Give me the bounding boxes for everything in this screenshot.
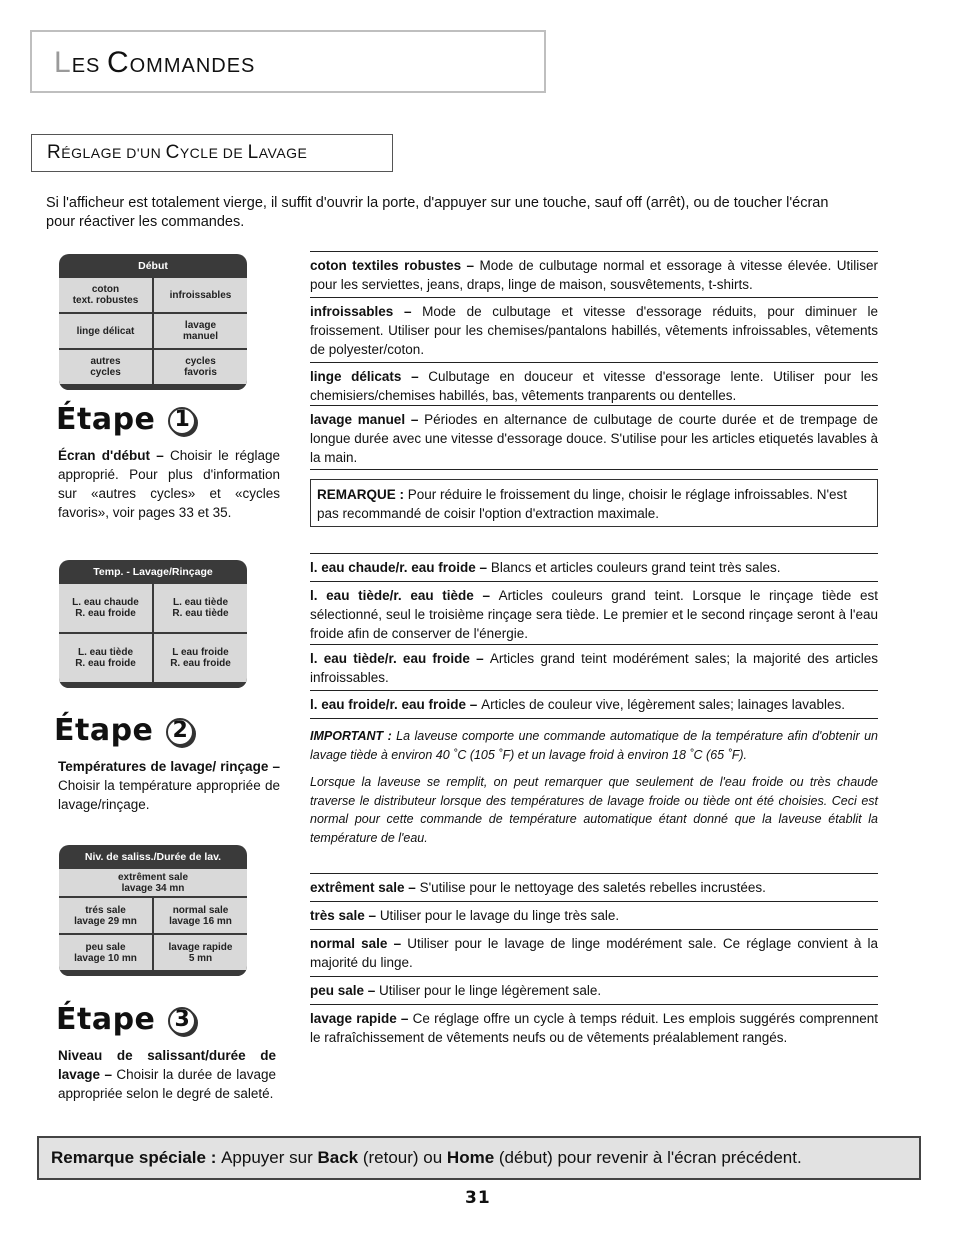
panel-button-normal-sale[interactable]: normal sale lavage 16 mn <box>154 898 247 933</box>
step-number-badge: 3 <box>168 1007 196 1035</box>
cycle-entry: linge délicats – Culbutage en douceur et vitesse d'essorage lente. Utiliser pour les chemisiers/chemises habillés, bas, vêtements tranparents ou dentelles. <box>310 362 878 405</box>
soil-entry: lavage rapide – Ce réglage offre un cycle à temps réduit. Les emplois suggérés comprennent le rafraîchissement de vêtements neufs ou de vêtements préalablement rangés. <box>310 1004 878 1047</box>
remark-box: REMARQUE : Pour réduire le froissement du linge, choisir le réglage infroissables. N'est pas recommandé de coisir l'option d'extraction maximale. <box>310 479 878 527</box>
panel-title: Temp. - Lavage/Rinçage <box>93 566 213 578</box>
panel-title: Niv. de saliss./Durée de lav. <box>84 851 222 863</box>
section-title: RÉGLAGE D'UN CYCLE DE LAVAGE <box>47 142 308 163</box>
panel-button-hot-cold[interactable]: L. eau chaude R. eau froide <box>59 584 152 632</box>
step-1-heading: Étape 1 <box>56 402 196 437</box>
section-title-box <box>31 134 393 172</box>
step-2-heading: Étape 2 <box>54 713 194 748</box>
step-1-text: Écran d'début – Choisir le réglage approprié. Pour plus d'information sur «autres cycles» et «cycles favoris», voir pages 33 et 35. <box>58 448 280 520</box>
temperature-entry: l. eau chaude/r. eau froide – Blancs et articles couleurs grand teint très sales. <box>310 553 878 577</box>
panel-button-cycles-favoris[interactable]: cycles favoris <box>154 350 247 384</box>
soil-entry: peu sale – Utiliser pour le linge légèrement sale. <box>310 976 878 1000</box>
intro-paragraph: Si l'afficheur est totalement vierge, il suffit d'ouvrir la porte, d'appuyer sur une touche, sauf off (arrêt), ou de toucher l'écran pour réactiver les commandes. <box>46 195 829 230</box>
panel-button-coton[interactable]: coton text. robustes <box>59 278 152 312</box>
panel-button-warm-warm[interactable]: L. eau tiède R. eau tiède <box>154 584 247 632</box>
cycle-entry: infroissables – Mode de culbutage et vitesse d'essorage réduits, pour diminuer le froissement. Utiliser pour les chemises/pantalons habillés, vêtements infroissables, vêtements de polyester/coton. <box>310 297 878 359</box>
soil-level-panel <box>59 845 247 976</box>
step-2-text: Températures de lavage/ rinçage – Choisir la température appropriée de lavage/rinçage. <box>58 759 280 812</box>
soil-entry: très sale – Utiliser pour le lavage du linge très sale. <box>310 901 878 925</box>
divider <box>310 718 878 719</box>
fill-note: Lorsque la laveuse se remplit, on peut remarquer que seulement de l'eau froide ou très chaude traverse le distributeur lorsque des températures de lavage froide ou tiède ont été choisies. Ceci est normal pour cette commande de température automatique étant donné que la laveuse établit la température de l'eau. <box>310 775 878 845</box>
panel-button-extreme-soil[interactable]: extrêment sale lavage 34 mn <box>59 869 247 896</box>
panel-button-autres-cycles[interactable]: autres cycles <box>59 350 152 384</box>
page-number: 31 <box>465 1188 491 1208</box>
divider <box>310 469 878 470</box>
step-3-text: Niveau de salissant/durée de lavage – Choisir la durée de lavage appropriée selon le degré de saleté. <box>58 1048 276 1101</box>
temperature-entry: l. eau tiède/r. eau froide – Articles grand teint modérément sales; la majorité des articles infroissables. <box>310 644 878 687</box>
page-title: LES COMMANDES <box>54 46 256 79</box>
cycle-entry: coton textiles robustes – Mode de culbutage normal et essorage à vitesse élevée. Utiliser pour les serviettes, jeans, draps, linge de maison, sousvêtements, t-shirts. <box>310 251 878 294</box>
cycle-entry: lavage manuel – Périodes en alternance de culbutage de courte durée et de trempage de longue durée avec une vitesse d'essorage douce. S'utilise pour les articles etiquetés lavables à la main. <box>310 405 878 467</box>
start-screen-panel <box>59 254 247 390</box>
step-3-heading: Étape 3 <box>56 1002 196 1037</box>
temperature-panel <box>59 560 247 688</box>
page-title-box <box>30 30 546 93</box>
temperature-entry: l. eau froide/r. eau froide – Articles de couleur vive, légèrement sales; lainages lavables. <box>310 690 878 714</box>
panel-button-warm-cold[interactable]: L. eau tiède R. eau froide <box>59 634 152 682</box>
important-note: IMPORTANT : La laveuse comporte une commande automatique de la température afin d'obtenir un lavage tiède à environ 40 ˚C (105 ˚F) et un lavage froid à environ 18 ˚C (65 ˚F). <box>310 729 878 762</box>
panel-button-cold-cold[interactable]: L eau froide R. eau froide <box>154 634 247 682</box>
panel-button-peu-sale[interactable]: peu sale lavage 10 mn <box>59 935 152 970</box>
panel-button-lavage-manuel[interactable]: lavage manuel <box>154 314 247 348</box>
panel-title: Début <box>138 260 168 272</box>
panel-button-linge-delicat[interactable]: linge délicat <box>59 314 152 348</box>
special-remark-box: Remarque spéciale : Appuyer sur Back (retour) ou Home (début) pour revenir à l'écran précédent. <box>37 1136 921 1180</box>
step-number-badge: 1 <box>168 407 196 435</box>
soil-entry: normal sale – Utiliser pour le lavage de linge modérément sale. Ce réglage convient à la majorité du linge. <box>310 929 878 972</box>
panel-button-lavage-rapide[interactable]: lavage rapide 5 mn <box>154 935 247 970</box>
soil-entry: extrêment sale – S'utilise pour le nettoyage des saletés rebelles incrustées. <box>310 873 878 897</box>
panel-button-tres-sale[interactable]: trés sale lavage 29 mn <box>59 898 152 933</box>
step-number-badge: 2 <box>166 718 194 746</box>
temperature-entry: l. eau tiède/r. eau tiède – Articles couleurs grand teint. Lorsque le rinçage tiède est sélectionné, seul le troisième rinçage sera tiède. Le premier et le second rinçage seront à l'eau froide afin de conserver de l'énergie. <box>310 581 878 643</box>
panel-button-infroissables[interactable]: infroissables <box>154 278 247 312</box>
